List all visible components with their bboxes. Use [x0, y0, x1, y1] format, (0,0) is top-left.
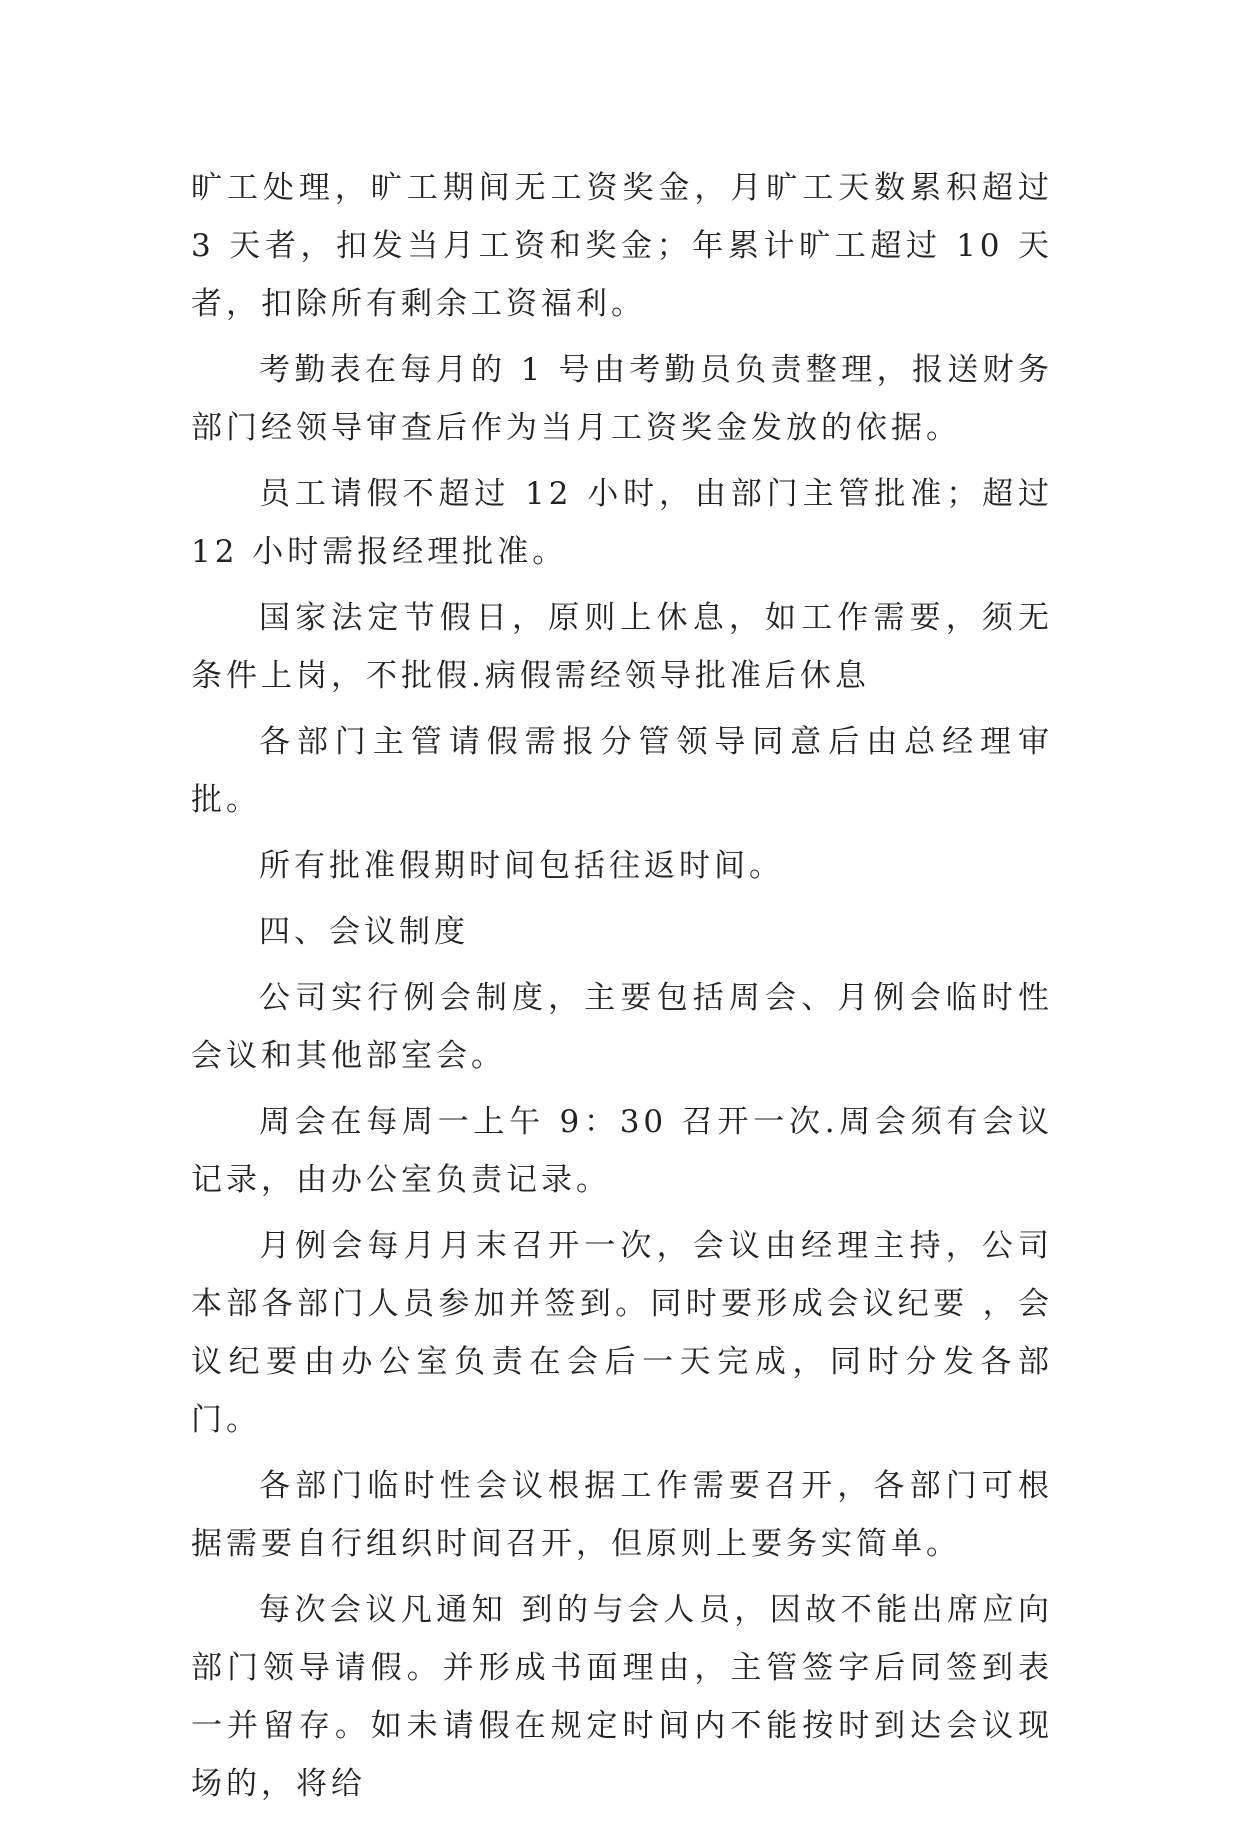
- paragraph-public-holidays: 国家法定节假日，原则上休息，如工作需要，须无条件上岗，不批假.病假需经领导批准后休息: [191, 600, 1053, 694]
- paragraph-ad-hoc-meeting: 各部门临时性会议根据工作需要召开，各部门可根据需要自行组织时间召开，但原则上要务实简单。: [191, 1468, 1053, 1562]
- paragraph-meeting-attendance: 每次会议凡通知 到的与会人员，因故不能出席应向部门领导请假。并形成书面理由，主管签字后同签到表一并留存。如未请假在规定时间内不能按时到达会议现场的，将给: [191, 1592, 1053, 1802]
- paragraph-monthly-meeting: 月例会每月月末召开一次，会议由经理主持，公司本部各部门人员参加并签到。同时要形成会议纪要 ，会议纪要由办公室负责在会后一天完成，同时分发各部门。: [191, 1228, 1053, 1438]
- document-body: [191, 159, 1067, 1821]
- paragraph-leave-approval: 员工请假不超过 12 小时，由部门主管批准；超过 12 小时需报经理批准。: [191, 476, 1067, 570]
- paragraph-meeting-types: 公司实行例会制度，主要包括周会、月例会临时性会议和其他部室会。: [191, 980, 1053, 1074]
- paragraph-attendance-sheet: 考勤表在每月的 1 号由考勤员负责整理，报送财务部门经领导审查后作为当月工资奖金发放的依据。: [191, 352, 1053, 446]
- paragraph-absence-penalty: 旷工处理，旷工期间无工资奖金，月旷工天数累积超过 3 天者，扣发当月工资和奖金；年累计旷工超过 10 天者，扣除所有剩余工资福利。: [191, 170, 1067, 322]
- paragraph-manager-leave: 各部门主管请假需报分管领导同意后由总经理审批。: [191, 724, 1053, 818]
- paragraph-weekly-meeting: 周会在每周一上午 9：30 召开一次.周会须有会议记录，由办公室负责记录。: [191, 1104, 1053, 1198]
- section-heading-meetings: 四、会议制度: [259, 914, 469, 950]
- paragraph-travel-time: 所有批准假期时间包括往返时间。: [259, 848, 784, 884]
